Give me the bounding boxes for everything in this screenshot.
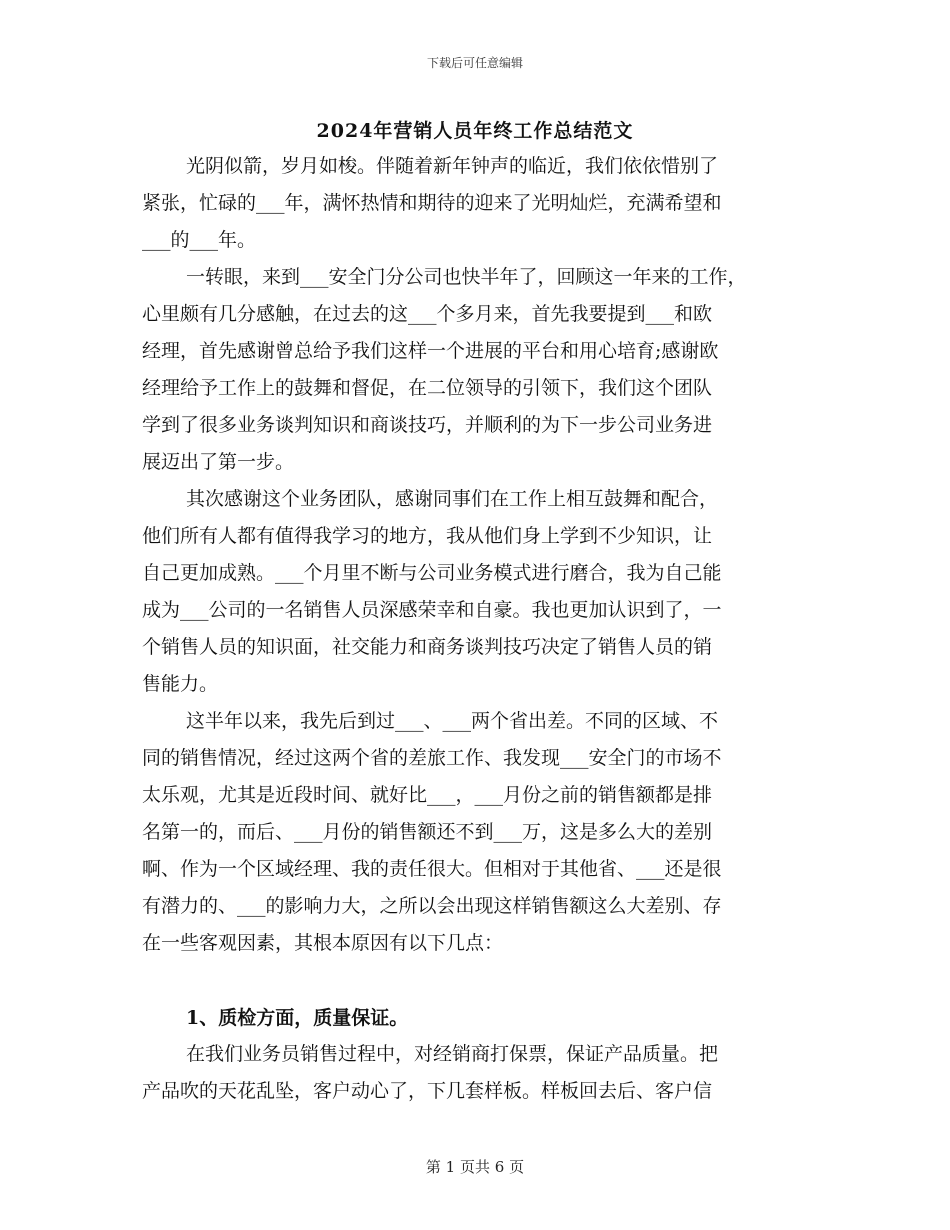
text-line: 成为___公司的一名销售人员深感荣幸和自豪。我也更加认识到了，一: [142, 599, 722, 621]
text-line: 紧张，忙碌的___年，满怀热情和期待的迎来了光明灿烂，充满希望和: [142, 192, 722, 214]
document-body: [142, 148, 822, 962]
paragraph-3: [142, 481, 822, 703]
text-line: 这半年以来，我先后到过___、___两个省出差。不同的区域、不: [186, 710, 719, 732]
text-line: 在一些客观因素，其根本原因有以下几点：: [142, 932, 504, 954]
document-title: 2024年营销人员年终工作总结范文: [316, 120, 634, 142]
text-line: 个销售人员的知识面，社交能力和商务谈判技巧决定了销售人员的销: [142, 636, 713, 658]
text-line: 太乐观，尤其是近段时间、就好比___，___月份之前的销售额都是排: [142, 784, 713, 806]
text-line: 经理，首先感谢曾总给予我们这样一个进展的平台和用心培育;感谢欧: [142, 340, 719, 362]
header-note: 下载后可任意编辑: [426, 56, 523, 70]
paragraph-4: [142, 703, 822, 962]
text-line: 经理给予工作上的鼓舞和督促，在二位领导的引领下，我们这个团队: [142, 377, 713, 399]
text-line: 一转眼，来到___安全门分公司也快半年了，回顾这一年来的工作，: [186, 266, 747, 288]
text-line: 自己更加成熟。___个月里不断与公司业务模式进行磨合，我为自己能: [142, 562, 722, 584]
text-line: 展迈出了第一步。: [142, 451, 295, 473]
section-heading: 1、质检方面，质量保证。: [186, 1007, 409, 1029]
text-line: 学到了很多业务谈判知识和商谈技巧，并顺利的为下一步公司业务进: [142, 414, 713, 436]
page-footer: 第 1 页共 6 页: [425, 1158, 525, 1176]
text-line: 在我们业务员销售过程中，对经销商打保票，保证产品质量。把: [186, 1043, 719, 1065]
text-line: 售能力。: [142, 673, 219, 695]
text-line: 其次感谢这个业务团队，感谢同事们在工作上相互鼓舞和配合，: [186, 488, 719, 510]
text-line: ___的___年。: [142, 229, 257, 251]
text-line: 他们所有人都有值得我学习的地方，我从他们身上学到不少知识，让: [142, 525, 713, 547]
paragraph-5: [142, 1036, 822, 1110]
text-line: 产品吹的天花乱坠，客户动心了，下几套样板。样板回去后、客户信: [142, 1080, 713, 1102]
text-line: 同的销售情况，经过这两个省的差旅工作、我发现___安全门的市场不: [142, 747, 722, 769]
document-body-continued: [142, 1036, 822, 1110]
text-line: 光阴似箭，岁月如梭。伴随着新年钟声的临近，我们依依惜别了: [186, 155, 719, 177]
text-line: 心里颇有几分感触，在过去的这___个多月来，首先我要提到___和欧: [142, 303, 713, 325]
text-line: 啊、作为一个区域经理、我的责任很大。但相对于其他省、___还是很: [142, 858, 722, 880]
paragraph-2: [142, 259, 822, 481]
paragraph-1: [142, 148, 822, 259]
text-line: 名第一的，而后、___月份的销售额还不到___万，这是多么大的差别: [142, 821, 713, 843]
text-line: 有潜力的、___的影响力大，之所以会出现这样销售额这么大差别、存: [142, 895, 722, 917]
